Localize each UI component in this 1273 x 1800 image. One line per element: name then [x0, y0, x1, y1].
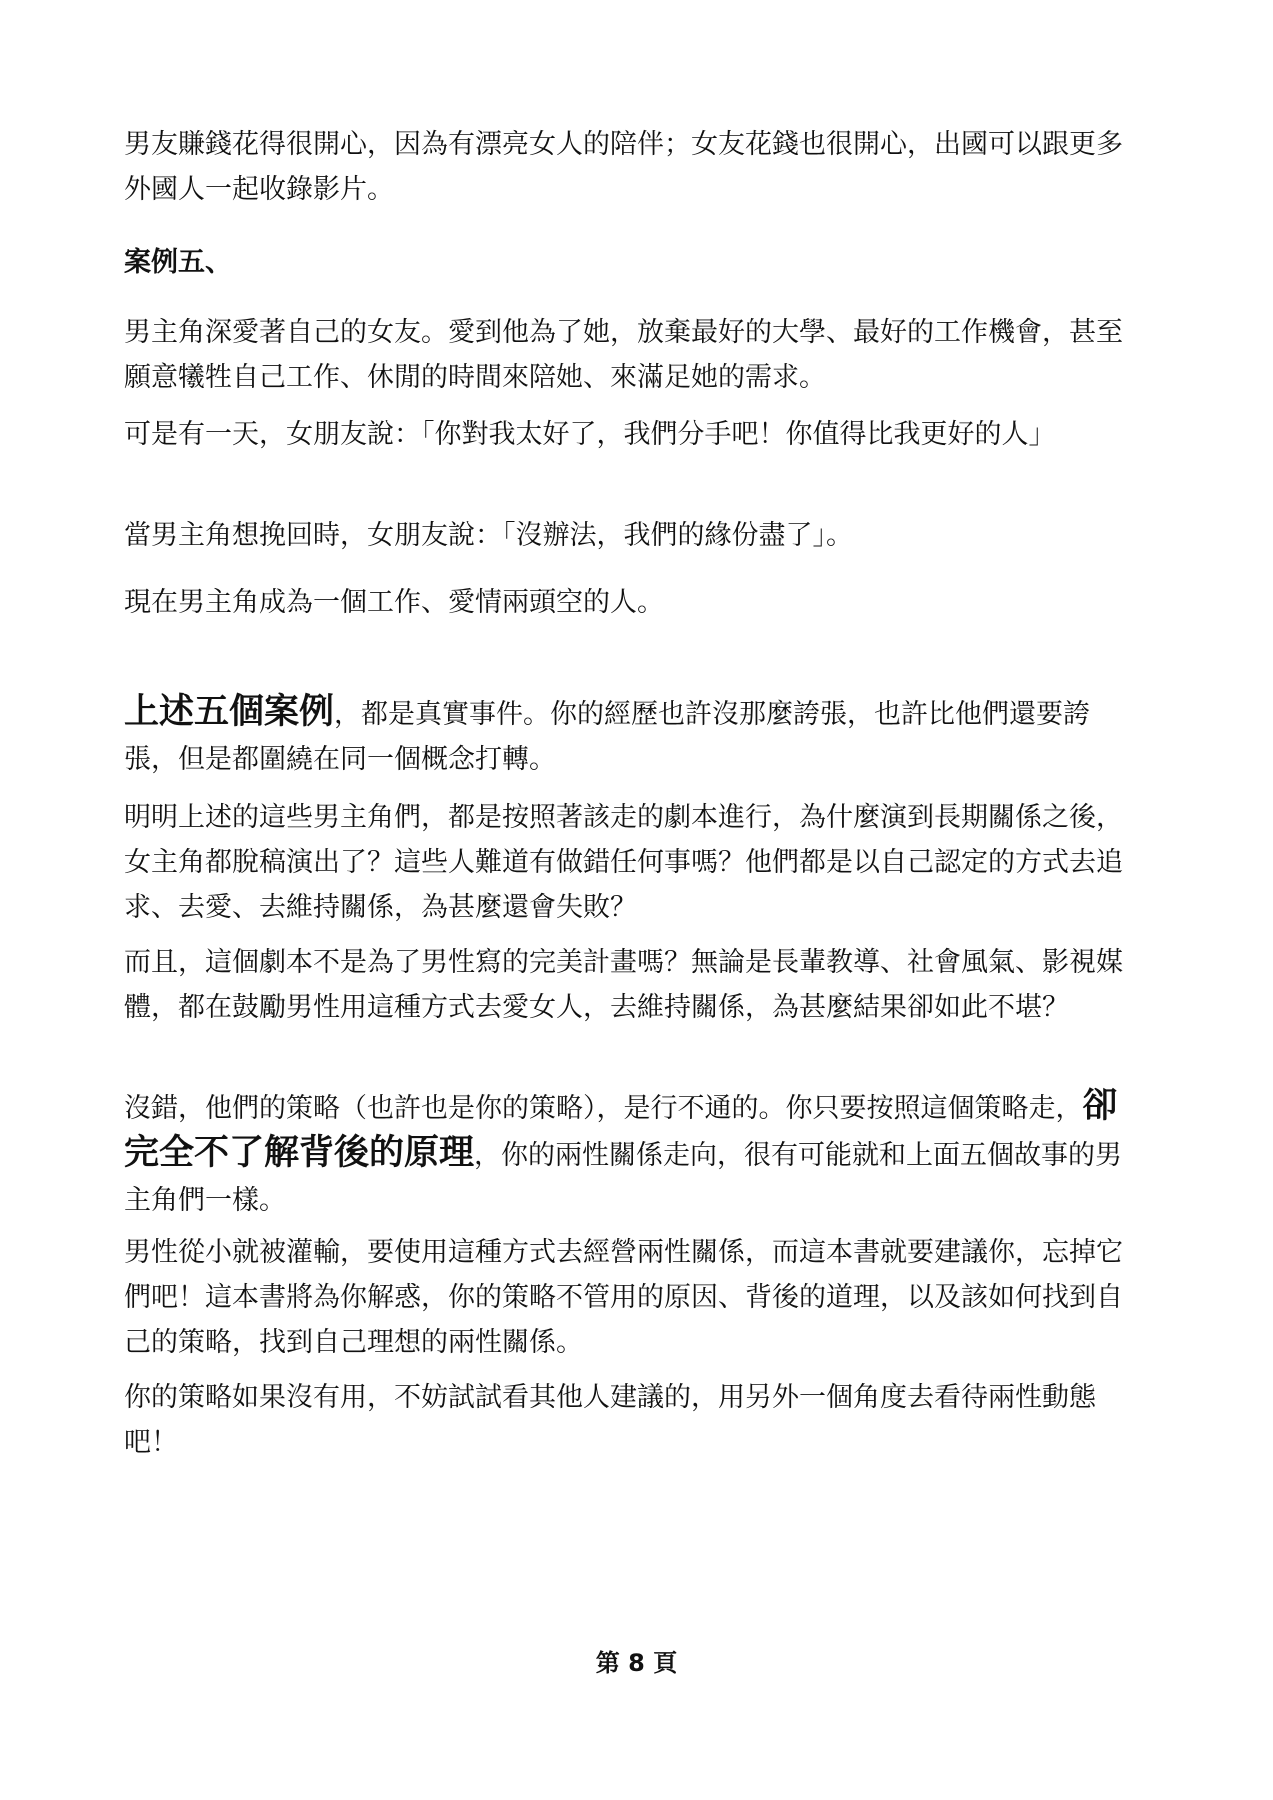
paragraph-9-text-b: ，你的兩性關係走向，很有可能就和上面五個故事的男主角們一樣。	[124, 1140, 1123, 1216]
paragraph-10: 男性從小就被灌輸，要使用這種方式去經營兩性關係，而這本書就要建議你，忘掉它們吧！這本書將為你解惑，你的策略不管用的原因、背後的道理，以及該如何找到自己的策略，找到自己理想的兩性關係。	[124, 1237, 1123, 1358]
page-number: 第 8 頁	[595, 1649, 678, 1677]
paragraph-6-emphasis: 上述五個案例	[124, 692, 335, 732]
paragraph-6	[124, 690, 1134, 782]
paragraph-1: 男友賺錢花得很開心，因為有漂亮女人的陪伴；女友花錢也很開心，出國可以跟更多外國人一起收錄影片。	[124, 129, 1123, 205]
paragraph-7: 明明上述的這些男主角們，都是按照著該走的劇本進行，為什麼演到長期關係之後，女主角都脫稿演出了？這些人難道有做錯任何事嗎？他們都是以自己認定的方式去追求、去愛、去維持關係，為甚麼還會失敗？	[124, 802, 1123, 923]
paragraph-6-text: ，都是真實事件。你的經歷也許沒那麼誇張，也許比他們還要誇張，但是都圍繞在同一個概念打轉。	[124, 699, 1091, 775]
paragraph-9	[124, 1084, 1134, 1223]
paragraph-9-text-a: 沒錯，他們的策略（也許也是你的策略），是行不通的。你只要按照這個策略走，	[124, 1093, 1083, 1124]
paragraph-9-emphasis: 卻完全不了解背後的原理	[124, 1086, 1118, 1173]
paragraph-4: 當男主角想挽回時，女朋友說：「沒辦法，我們的緣份盡了」。	[124, 520, 853, 551]
paragraph-8: 而且，這個劇本不是為了男性寫的完美計畫嗎？無論是長輩教導、社會風氣、影視媒體，都在鼓勵男性用這種方式去愛女人，去維持關係，為甚麼結果卻如此不堪？	[124, 947, 1123, 1023]
paragraph-11: 你的策略如果沒有用，不妨試試看其他人建議的，用另外一個角度去看待兩性動態吧！	[124, 1382, 1096, 1458]
case-five-heading: 案例五、	[124, 247, 232, 278]
paragraph-5: 現在男主角成為一個工作、愛情兩頭空的人。	[124, 587, 664, 618]
paragraph-3: 可是有一天，女朋友說：「你對我太好了，我們分手吧！你值得比我更好的人」	[124, 419, 1056, 450]
paragraph-2: 男主角深愛著自己的女友。愛到他為了她，放棄最好的大學、最好的工作機會，甚至願意犧牲自己工作、休閒的時間來陪她、來滿足她的需求。	[124, 317, 1123, 393]
